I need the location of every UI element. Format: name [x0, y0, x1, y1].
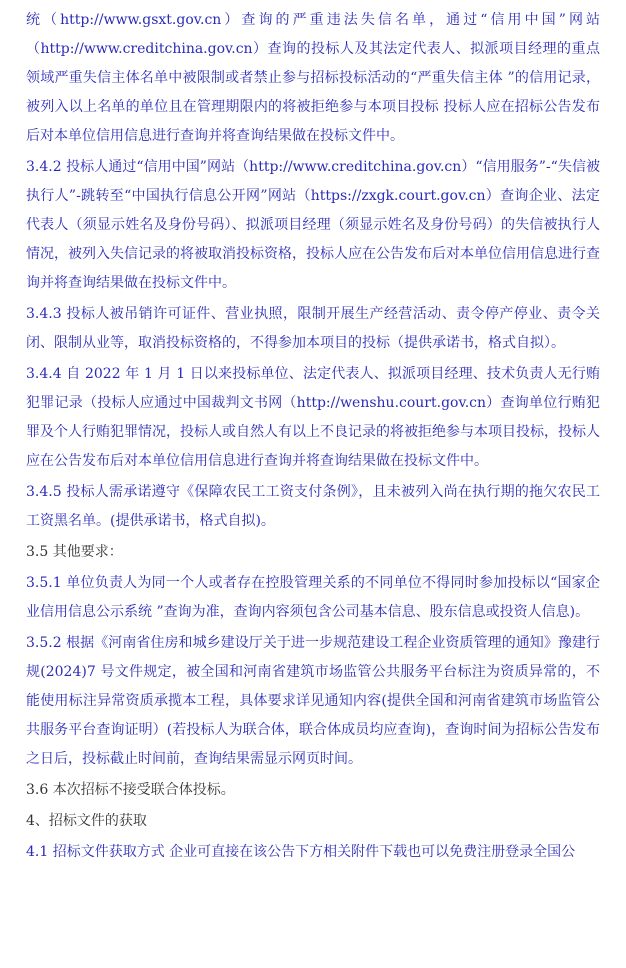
- section-heading-3-5: 3.5 其他要求：: [26, 544, 123, 560]
- paragraph-credit-record: 统（http://www.gsxt.gov.cn）查询的严重违法失信名单，通过“信用中国”网站（http://www.creditchina.gov.cn）查询的投标人及其法定代表人、拟派项目经理的重点领域严重失信主体名单中被限制或者禁止参与招标投标活动的“严重失信主体 ”的信用记录，被列入以上名单的单位且在管理期限内的将被拒绝参与本项目投标 投标人应在招标公告发布后对本单位信用信息进行查询并将查询结果做在投标文件中。: [26, 12, 600, 144]
- paragraph-3-4-3: 3.4.3 投标人被吊销许可证件、营业执照，限制开展生产经营活动、责令停产停业、责令关闭、限制从业等，取消投标资格的，不得参加本项目的投标（提供承诺书，格式自拟）。: [26, 306, 600, 351]
- paragraph-4-1: 4.1 招标文件获取方式 企业可直接在该公告下方相关附件下载也可以免费注册登录全国公: [26, 844, 576, 860]
- paragraph-3-4-2: 3.4.2 投标人通过“信用中国”网站（http://www.creditchina.gov.cn）“信用服务”-“失信被执行人”-跳转至“中国执行信息公开网”网站（https://zxgk.court.gov.cn）查询企业、法定代表人（须显示姓名及身份号码）、拟派项目经理（须显示姓名及身份号码）的失信被执行人情况，被列入失信记录的将被取消投标资格，投标人应在公告发布后对本单位信用信息进行查询并将查询结果做在投标文件中。: [26, 159, 600, 291]
- paragraph-3-5-2: 3.5.2 根据《河南省住房和城乡建设厅关于进一步规范建设工程企业资质管理的通知》豫建行规(2024)7 号文件规定，被全国和河南省建筑市场监管公共服务平台标注为资质异常的，不能使用标注异常资质承揽本工程，具体要求详见通知内容(提供全国和河南省建筑市场监管公共服务平台查询证明）(若投标人为联合体，联合体成员均应查询)，查询时间为招标公告发布之日后，投标截止时间前，查询结果需显示网页时间。: [26, 635, 600, 767]
- paragraph-3-4-4: 3.4.4 自 2022 年 1 月 1 日以来投标单位、法定代表人、拟派项目经理、技术负责人无行贿犯罪记录（投标人应通过中国裁判文书网（http://wenshu.court.gov.cn）查询单位行贿犯罪及个人行贿犯罪情况，投标人或自然人有以上不良记录的将被拒绝参与本项目投标，投标人应在公告发布后对本单位信用信息进行查询并将查询结果做在投标文件中。: [26, 366, 600, 469]
- paragraph-3-6: 3.6 本次招标不接受联合体投标。: [26, 782, 235, 798]
- paragraph-3-4-5: 3.4.5 投标人需承诺遵守《保障农民工工资支付条例》，且未被列入尚在执行期的拖欠农民工工资黑名单。(提供承诺书，格式自拟)。: [26, 484, 600, 529]
- section-heading-4: 4、招标文件的获取: [26, 813, 147, 829]
- paragraph-3-5-1: 3.5.1 单位负责人为同一个人或者存在控股管理关系的不同单位不得同时参加投标以“国家企业信用信息公示系统 ”查询为准，查询内容须包含公司基本信息、股东信息或投资人信息)。: [26, 575, 600, 620]
